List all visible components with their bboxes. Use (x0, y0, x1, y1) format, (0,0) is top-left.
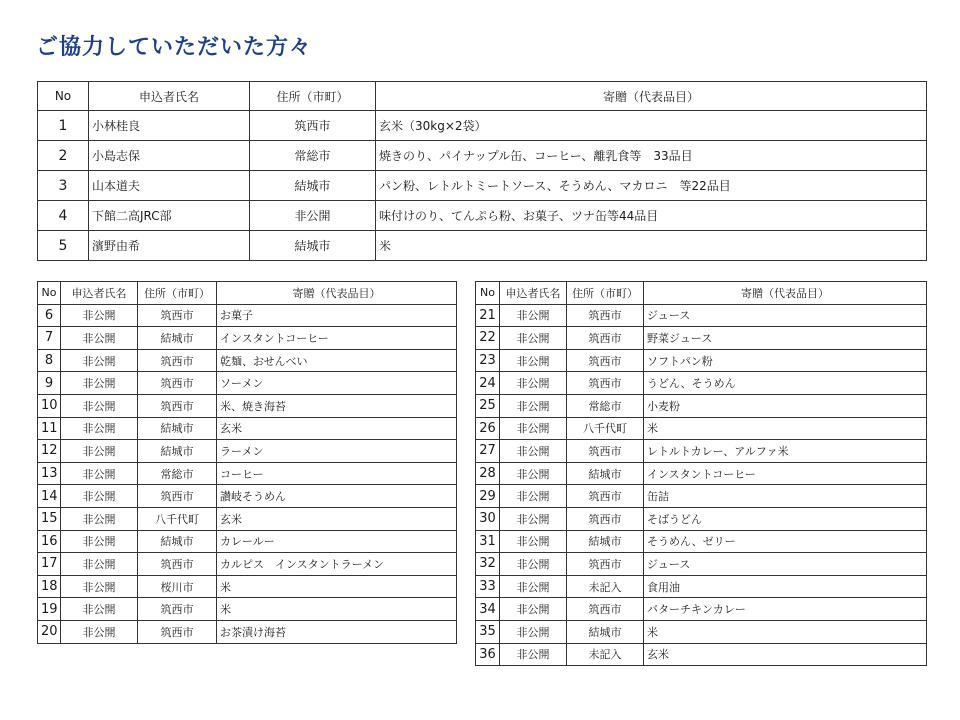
cell-no: 17 (38, 553, 61, 576)
cell-name: 非公開 (500, 462, 567, 485)
table-header-row (38, 82, 927, 111)
table-row (476, 643, 927, 666)
cell-no: 36 (476, 643, 500, 666)
table-row (38, 201, 927, 231)
cell-address: 結城市 (138, 417, 217, 440)
cell-address: 未記入 (567, 643, 644, 666)
cell-no: 22 (476, 327, 500, 350)
cell-no: 7 (38, 327, 61, 350)
cell-name: 非公開 (500, 304, 567, 327)
cell-no: 23 (476, 349, 500, 372)
table-row (476, 417, 927, 440)
cell-no: 27 (476, 440, 500, 463)
cell-donation: 乾麺、おせんべい (217, 349, 457, 372)
donor-table-main (37, 81, 927, 261)
cell-address: 結城市 (138, 530, 217, 553)
cell-donation: カルピス インスタントラーメン (217, 553, 457, 576)
cell-address: 常総市 (567, 394, 644, 417)
donor-table-right (475, 281, 927, 666)
header-address: 住所（市町） (567, 282, 644, 305)
cell-donation: ソーメン (217, 372, 457, 395)
table-row (38, 598, 457, 621)
table-row (476, 485, 927, 508)
cell-address: 筑西市 (138, 394, 217, 417)
cell-name: 非公開 (500, 440, 567, 463)
cell-donation: 米、焼き海苔 (217, 394, 457, 417)
header-donation: 寄贈（代表品目） (376, 82, 927, 111)
cell-donation: 米 (217, 598, 457, 621)
cell-name: 非公開 (61, 485, 138, 508)
cell-donation: バターチキンカレー (644, 598, 927, 621)
cell-address: 結城市 (567, 620, 644, 643)
cell-no: 35 (476, 620, 500, 643)
cell-donation: 玄米（30kg×2袋） (376, 111, 927, 141)
table-row (38, 394, 457, 417)
cell-donation: 味付けのり、てんぷら粉、お菓子、ツナ缶等44品目 (376, 201, 927, 231)
table-row (38, 620, 457, 643)
cell-donation: 缶詰 (644, 485, 927, 508)
cell-name: 非公開 (61, 462, 138, 485)
cell-donation: うどん、そうめん (644, 372, 927, 395)
cell-no: 18 (38, 575, 61, 598)
page-title: ご協力していただいた方々 (36, 35, 313, 60)
cell-donation: 米 (644, 417, 927, 440)
cell-address: 筑西市 (567, 553, 644, 576)
cell-no: 29 (476, 485, 500, 508)
table-row (476, 372, 927, 395)
cell-donation: 玄米 (217, 507, 457, 530)
cell-address: 筑西市 (138, 372, 217, 395)
header-address: 住所（市町） (138, 282, 217, 305)
cell-donation: 野菜ジュース (644, 327, 927, 350)
cell-address: 筑西市 (567, 372, 644, 395)
cell-name: 非公開 (61, 620, 138, 643)
table-row (38, 111, 927, 141)
cell-address: 常総市 (250, 141, 376, 171)
table-row (476, 327, 927, 350)
donor-table-left (37, 281, 457, 644)
cell-name: 非公開 (500, 553, 567, 576)
cell-donation: 玄米 (217, 417, 457, 440)
cell-address: 筑西市 (138, 349, 217, 372)
cell-donation: コーヒー (217, 462, 457, 485)
cell-name: 非公開 (61, 304, 138, 327)
table-row (476, 349, 927, 372)
cell-name: 非公開 (500, 372, 567, 395)
header-no: No (38, 282, 61, 305)
cell-name: 小林桂良 (89, 111, 250, 141)
cell-name: 山本道夫 (89, 171, 250, 201)
cell-donation: インスタントコーヒー (217, 327, 457, 350)
table-row (476, 507, 927, 530)
cell-donation: パン粉、レトルトミートソース、そうめん、マカロニ 等22品目 (376, 171, 927, 201)
table-row (38, 141, 927, 171)
table-row (476, 394, 927, 417)
cell-donation: レトルトカレー、アルファ米 (644, 440, 927, 463)
cell-name: 非公開 (500, 485, 567, 508)
cell-address: 結城市 (250, 171, 376, 201)
cell-address: 結城市 (250, 231, 376, 261)
table-row (476, 598, 927, 621)
cell-no: 33 (476, 575, 500, 598)
cell-name: 非公開 (500, 643, 567, 666)
cell-donation: インスタントコーヒー (644, 462, 927, 485)
table-row (38, 349, 457, 372)
cell-no: 13 (38, 462, 61, 485)
cell-no: 8 (38, 349, 61, 372)
cell-name: 非公開 (61, 507, 138, 530)
cell-name: 非公開 (500, 417, 567, 440)
cell-address: 筑西市 (567, 598, 644, 621)
cell-no: 16 (38, 530, 61, 553)
cell-name: 非公開 (61, 327, 138, 350)
main-table-body (38, 111, 927, 261)
cell-no: 11 (38, 417, 61, 440)
cell-name: 非公開 (500, 620, 567, 643)
cell-no: 6 (38, 304, 61, 327)
cell-no: 15 (38, 507, 61, 530)
cell-address: 筑西市 (567, 349, 644, 372)
table-row (476, 304, 927, 327)
cell-no: 20 (38, 620, 61, 643)
cell-name: 非公開 (61, 553, 138, 576)
cell-donation: 食用油 (644, 575, 927, 598)
cell-donation: ジュース (644, 304, 927, 327)
table-row (38, 530, 457, 553)
cell-donation: そうめん、ゼリー (644, 530, 927, 553)
cell-name: 濱野由希 (89, 231, 250, 261)
cell-name: 非公開 (61, 598, 138, 621)
cell-name: 非公開 (500, 349, 567, 372)
cell-address: 八千代町 (138, 507, 217, 530)
cell-address: 筑西市 (250, 111, 376, 141)
cell-name: 非公開 (500, 575, 567, 598)
cell-donation: カレールー (217, 530, 457, 553)
header-donation: 寄贈（代表品目） (217, 282, 457, 305)
cell-name: 非公開 (61, 417, 138, 440)
cell-no: 21 (476, 304, 500, 327)
cell-name: 非公開 (500, 598, 567, 621)
header-name: 申込者氏名 (61, 282, 138, 305)
cell-address: 筑西市 (138, 620, 217, 643)
cell-no: 30 (476, 507, 500, 530)
cell-no: 32 (476, 553, 500, 576)
cell-donation: ジュース (644, 553, 927, 576)
cell-no: 26 (476, 417, 500, 440)
table-row (38, 507, 457, 530)
header-name: 申込者氏名 (89, 82, 250, 111)
cell-no: 2 (38, 141, 89, 171)
cell-donation: 玄米 (644, 643, 927, 666)
cell-address: 常総市 (138, 462, 217, 485)
cell-no: 5 (38, 231, 89, 261)
cell-name: 非公開 (61, 349, 138, 372)
header-donation: 寄贈（代表品目） (644, 282, 927, 305)
cell-name: 小島志保 (89, 141, 250, 171)
cell-no: 1 (38, 111, 89, 141)
header-address: 住所（市町） (250, 82, 376, 111)
cell-donation: お茶漬け海苔 (217, 620, 457, 643)
cell-donation: 小麦粉 (644, 394, 927, 417)
cell-donation: お菓子 (217, 304, 457, 327)
right-table-body (476, 304, 927, 666)
table-row (38, 417, 457, 440)
cell-no: 28 (476, 462, 500, 485)
cell-address: 筑西市 (567, 507, 644, 530)
cell-donation: 米 (644, 620, 927, 643)
cell-donation: 米 (376, 231, 927, 261)
cell-no: 3 (38, 171, 89, 201)
table-row (38, 462, 457, 485)
table-row (38, 327, 457, 350)
cell-address: 筑西市 (138, 304, 217, 327)
cell-no: 4 (38, 201, 89, 231)
cell-name: 非公開 (500, 327, 567, 350)
table-row (38, 485, 457, 508)
cell-no: 24 (476, 372, 500, 395)
cell-name: 非公開 (500, 394, 567, 417)
table-header-row (38, 282, 457, 305)
table-row (38, 440, 457, 463)
cell-name: 非公開 (61, 394, 138, 417)
cell-address: 結城市 (138, 327, 217, 350)
table-row (476, 440, 927, 463)
table-row (476, 462, 927, 485)
cell-no: 25 (476, 394, 500, 417)
cell-name: 非公開 (61, 575, 138, 598)
cell-donation: 米 (217, 575, 457, 598)
cell-address: 筑西市 (567, 327, 644, 350)
cell-address: 桜川市 (138, 575, 217, 598)
cell-name: 非公開 (500, 507, 567, 530)
cell-address: 筑西市 (567, 485, 644, 508)
cell-donation: 焼きのり、パイナップル缶、コーヒー、離乳食等 33品目 (376, 141, 927, 171)
table-row (38, 372, 457, 395)
table-row (476, 575, 927, 598)
cell-address: 未記入 (567, 575, 644, 598)
cell-no: 31 (476, 530, 500, 553)
cell-no: 34 (476, 598, 500, 621)
table-row (38, 171, 927, 201)
header-name: 申込者氏名 (500, 282, 567, 305)
left-table-body (38, 304, 457, 643)
cell-donation: そばうどん (644, 507, 927, 530)
cell-donation: 讃岐そうめん (217, 485, 457, 508)
cell-donation: ソフトパン粉 (644, 349, 927, 372)
cell-address: 八千代町 (567, 417, 644, 440)
cell-no: 12 (38, 440, 61, 463)
cell-name: 非公開 (500, 530, 567, 553)
cell-address: 非公開 (250, 201, 376, 231)
cell-address: 筑西市 (567, 440, 644, 463)
table-row (476, 620, 927, 643)
cell-no: 10 (38, 394, 61, 417)
cell-address: 結城市 (567, 530, 644, 553)
table-row (476, 553, 927, 576)
header-no: No (38, 82, 89, 111)
cell-no: 19 (38, 598, 61, 621)
cell-address: 結城市 (138, 440, 217, 463)
cell-donation: ラーメン (217, 440, 457, 463)
cell-address: 結城市 (567, 462, 644, 485)
cell-no: 9 (38, 372, 61, 395)
cell-name: 下館二高JRC部 (89, 201, 250, 231)
header-no: No (476, 282, 500, 305)
cell-name: 非公開 (61, 530, 138, 553)
cell-name: 非公開 (61, 440, 138, 463)
table-row (476, 530, 927, 553)
cell-address: 筑西市 (138, 553, 217, 576)
table-row (38, 575, 457, 598)
cell-name: 非公開 (61, 372, 138, 395)
table-header-row (476, 282, 927, 305)
cell-address: 筑西市 (138, 485, 217, 508)
cell-address: 筑西市 (138, 598, 217, 621)
table-row (38, 231, 927, 261)
cell-no: 14 (38, 485, 61, 508)
table-row (38, 553, 457, 576)
cell-address: 筑西市 (567, 304, 644, 327)
table-row (38, 304, 457, 327)
